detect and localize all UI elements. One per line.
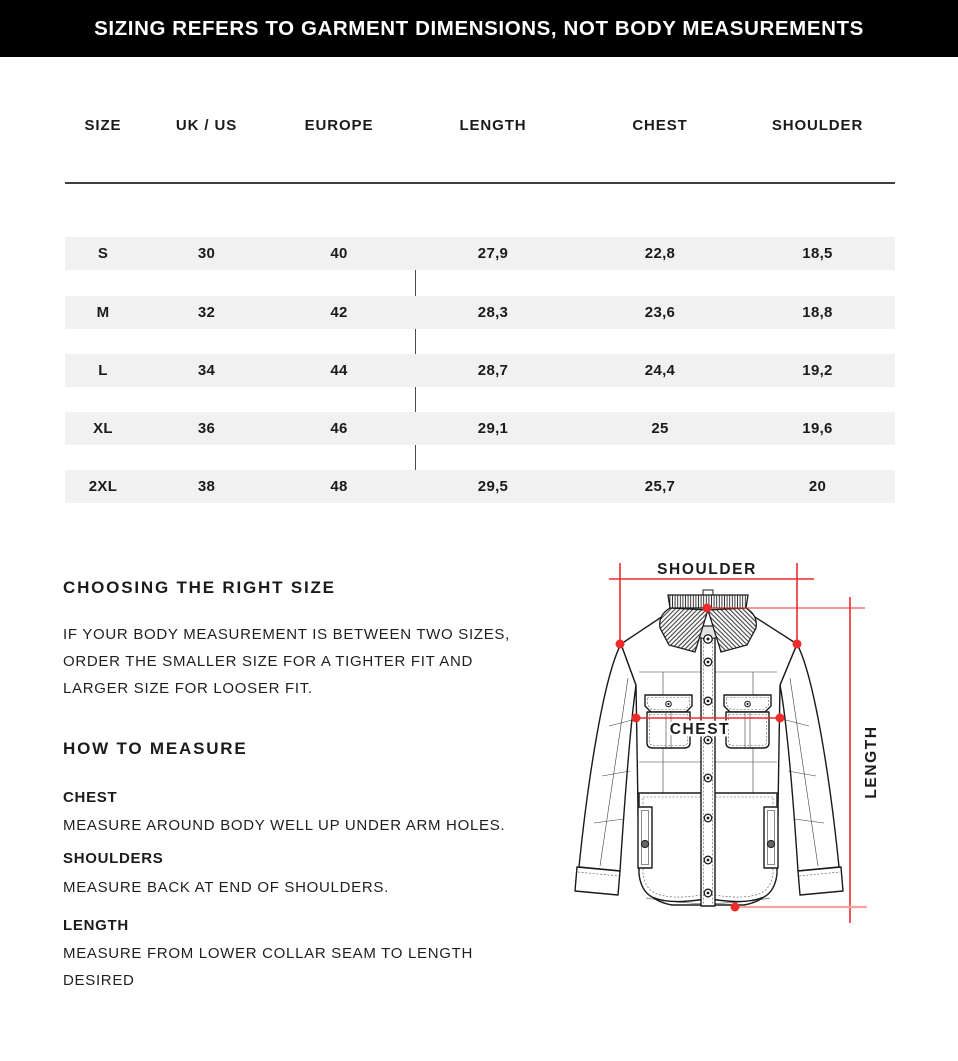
- table-row-l: [65, 354, 895, 387]
- cell-chest: 25: [651, 420, 669, 437]
- cell-uk-us: 34: [197, 362, 216, 379]
- diagram-chest-label: CHEST: [669, 721, 731, 738]
- cell-shoulder: 19,6: [802, 420, 833, 437]
- cell-uk-us: 38: [197, 478, 216, 495]
- measure-length-desc: [63, 940, 473, 994]
- col-header-length: LENGTH: [459, 116, 527, 134]
- cell-europe: 40: [330, 245, 348, 262]
- cell-europe: 42: [330, 304, 348, 321]
- desc-line: MEASURE AROUND BODY WELL UP UNDER ARM HOLES.: [63, 817, 506, 834]
- paragraph-line: IF YOUR BODY MEASUREMENT IS BETWEEN TWO SIZES,: [63, 626, 510, 643]
- left-cuff: [575, 867, 620, 895]
- col-header-size: SIZE: [84, 116, 122, 134]
- diagram-length-label: LENGTH: [863, 725, 880, 799]
- table-row-xl: [65, 412, 895, 445]
- measure-shoulders-desc: [63, 874, 389, 901]
- cell-europe: 48: [330, 478, 348, 495]
- table-row-s: [65, 237, 895, 270]
- col-header-europe: EUROPE: [304, 116, 374, 134]
- measure-chest-label: CHEST: [63, 789, 118, 806]
- col-header-uk-us: UK / US: [175, 116, 238, 134]
- cell-length: 28,7: [477, 362, 509, 379]
- paragraph-line: LARGER SIZE FOR LOOSER FIT.: [63, 680, 313, 697]
- cell-size: L: [98, 362, 108, 379]
- table-row-m: [65, 296, 895, 329]
- right-welt: [764, 807, 778, 868]
- hanger-loop: [703, 590, 713, 595]
- cell-length: 29,5: [477, 478, 509, 495]
- measure-shoulders-label: SHOULDERS: [63, 850, 164, 867]
- desc-line: MEASURE BACK AT END OF SHOULDERS.: [63, 879, 389, 896]
- left-welt: [638, 807, 652, 868]
- cell-length: 29,1: [477, 420, 509, 437]
- measure-chest-desc: [63, 812, 505, 839]
- table-header-row: [65, 112, 895, 138]
- cell-shoulder: 18,8: [802, 304, 833, 321]
- cell-uk-us: 36: [197, 420, 216, 437]
- cell-uk-us: 30: [197, 245, 216, 262]
- how-to-measure-heading: HOW TO MEASURE: [63, 739, 248, 758]
- cell-length: 28,3: [477, 304, 509, 321]
- banner-title: SIZING REFERS TO GARMENT DIMENSIONS, NOT BODY MEASUREMENTS: [94, 16, 864, 40]
- cell-size: 2XL: [88, 478, 118, 495]
- cell-chest: 25,7: [644, 478, 676, 495]
- table-header-rule: [65, 182, 895, 184]
- cell-size: XL: [93, 420, 113, 437]
- cell-chest: 23,6: [644, 304, 676, 321]
- measure-length-label: LENGTH: [63, 917, 129, 934]
- cell-uk-us: 32: [197, 304, 216, 321]
- cell-shoulder: 19,2: [802, 362, 833, 379]
- shirt-measurement-diagram: [562, 548, 952, 943]
- cell-europe: 44: [330, 362, 348, 379]
- cell-shoulder: 18,5: [802, 245, 833, 262]
- right-cuff: [798, 867, 843, 895]
- paragraph-line: ORDER THE SMALLER SIZE FOR A TIGHTER FIT AND: [63, 653, 474, 670]
- cell-size: M: [96, 304, 110, 321]
- choosing-size-heading: CHOOSING THE RIGHT SIZE: [63, 578, 336, 597]
- table-row-2xl: [65, 470, 895, 503]
- cell-length: 27,9: [477, 245, 509, 262]
- banner: [0, 0, 958, 57]
- desc-line: DESIRED: [63, 972, 135, 989]
- cell-chest: 22,8: [644, 245, 676, 262]
- cell-shoulder: 20: [808, 478, 827, 495]
- col-header-shoulder: SHOULDER: [771, 116, 864, 134]
- diagram-shoulder-label: SHOULDER: [657, 561, 757, 578]
- choosing-size-paragraph: [63, 621, 510, 702]
- col-header-chest: CHEST: [632, 116, 688, 134]
- cell-chest: 24,4: [644, 362, 676, 379]
- cell-size: S: [97, 245, 109, 262]
- desc-line: MEASURE FROM LOWER COLLAR SEAM TO LENGTH: [63, 945, 474, 962]
- cell-europe: 46: [330, 420, 348, 437]
